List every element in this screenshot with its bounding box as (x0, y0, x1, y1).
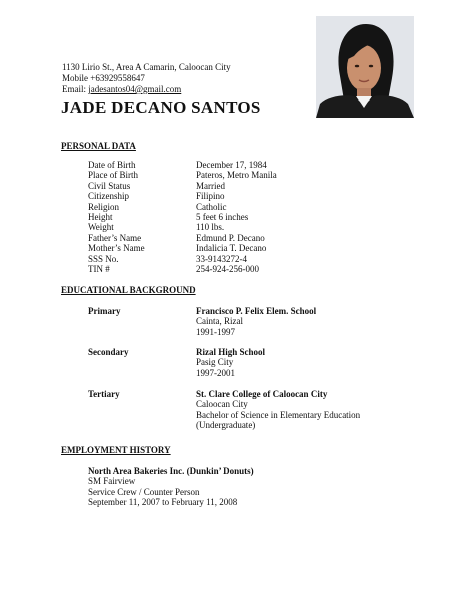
row-value: 254-924-256-000 (196, 264, 259, 274)
row-label: Father’s Name (88, 232, 142, 243)
row-label: Date of Birth (88, 160, 136, 170)
school-detail: 1997-2001 (196, 367, 235, 378)
email-label: Email: (62, 84, 89, 94)
profile-photo (316, 16, 414, 118)
row-value: Filipino (196, 191, 225, 202)
row-label: Citizenship (88, 191, 129, 202)
education-entry (196, 306, 316, 337)
row-label: Mother’s Name (88, 243, 145, 254)
row-value: Married (196, 180, 225, 191)
education-level: Tertiary (88, 389, 120, 399)
row-label: Religion (88, 201, 119, 212)
row-label: Civil Status (88, 180, 131, 191)
education-title: EDUCATIONAL BACKGROUND (61, 285, 196, 295)
email-line (62, 84, 231, 95)
email-link[interactable]: jadesantos04@gmail.com (88, 84, 182, 94)
employment-entry (88, 466, 254, 508)
education-level: Primary (88, 306, 121, 316)
school-detail: 1991-1997 (196, 326, 235, 337)
portrait-image (316, 16, 414, 118)
row-value: Catholic (196, 201, 227, 212)
row-value: Indalicia T. Decano (196, 243, 267, 254)
education-level: Secondary (88, 347, 129, 357)
employment-detail: September 11, 2007 to February 11, 2008 (88, 497, 238, 508)
personal-data-title: PERSONAL DATA (61, 141, 136, 151)
row-label: TIN # (88, 264, 110, 274)
row-label: Weight (88, 222, 114, 233)
row-label: SSS No. (88, 253, 119, 264)
address-line: 1130 Lirio St., Area A Camarin, Caloocan City (62, 62, 231, 72)
row-label: Place of Birth (88, 170, 138, 181)
row-value: 110 lbs. (196, 222, 225, 233)
school-name: Francisco P. Felix Elem. School (196, 306, 317, 316)
row-value: Edmund P. Decano (196, 232, 265, 243)
school-detail: Bachelor of Science in Elementary Education (196, 409, 361, 420)
applicant-name: JADE DECANO SANTOS (61, 98, 261, 117)
company-name: North Area Bakeries Inc. (Dunkin’ Donuts) (88, 466, 254, 476)
school-name: Rizal High School (196, 347, 266, 357)
row-value: Pateros, Metro Manila (196, 170, 277, 181)
school-detail: (Undergraduate) (196, 420, 256, 431)
education-entry (196, 389, 360, 431)
school-detail: Caloocan City (196, 399, 248, 410)
row-value: 5 feet 6 inches (196, 212, 249, 222)
row-value: 33-9143272-4 (196, 253, 247, 264)
school-detail: Pasig City (196, 357, 234, 368)
row-label: Height (88, 212, 113, 222)
mobile-line: Mobile +63929558647 (62, 73, 145, 83)
employment-detail: Service Crew / Counter Person (88, 486, 200, 497)
school-detail: Cainta, Rizal (196, 316, 243, 327)
school-name: St. Clare College of Caloocan City (196, 389, 328, 399)
contact-block (62, 62, 231, 95)
employment-detail: SM Fairview (88, 476, 136, 487)
row-value: December 17, 1984 (196, 160, 267, 170)
employment-title: EMPLOYMENT HISTORY (61, 445, 171, 455)
education-entry (196, 347, 265, 378)
